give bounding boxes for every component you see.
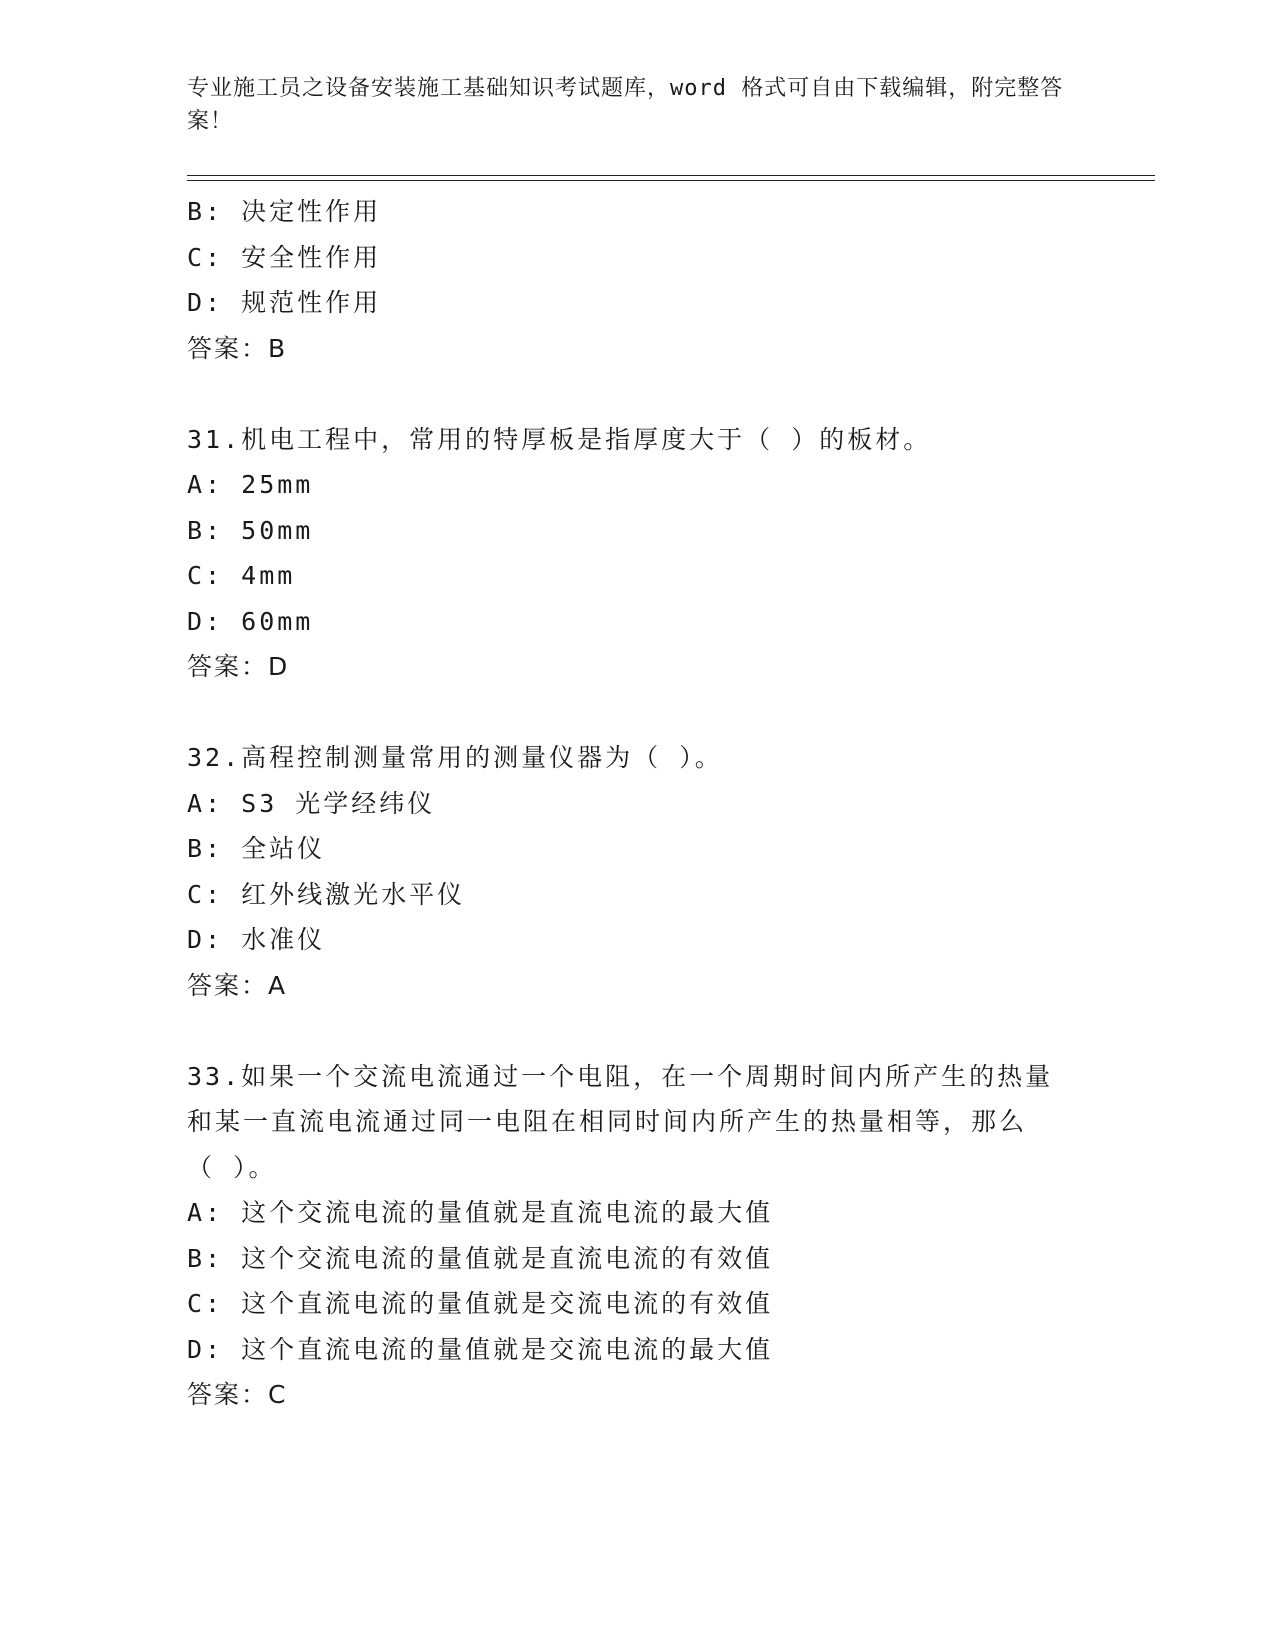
option-c: C: 这个直流电流的量值就是交流电流的有效值 <box>187 1289 774 1318</box>
option-d: D: 这个直流电流的量值就是交流电流的最大值 <box>187 1334 774 1364</box>
header-rule-bottom <box>187 180 1155 181</box>
answer-line: 答案：B <box>187 333 288 363</box>
option-d: D: 规范性作用 <box>187 288 382 317</box>
question-block-continued <box>187 189 1087 371</box>
option-b: B: 决定性作用 <box>187 197 382 226</box>
option-c: C: 4mm <box>187 561 296 590</box>
question-block-31 <box>187 417 1087 690</box>
question-stem: 32.高程控制测量常用的测量仪器为（ ）。 <box>187 743 723 772</box>
option-c: C: 安全性作用 <box>187 242 382 272</box>
option-b: B: 全站仪 <box>187 834 326 863</box>
question-block-32 <box>187 735 1087 1008</box>
question-list <box>187 189 1087 1418</box>
option-a: A: S3 光学经纬仪 <box>187 788 436 818</box>
option-d: D: 水准仪 <box>187 925 326 954</box>
option-a: A: 这个交流电流的量值就是直流电流的最大值 <box>187 1198 774 1227</box>
document-header: 专业施工员之设备安装施工基础知识考试题库，word 格式可自由下载编辑，附完整答案！ <box>187 76 1064 134</box>
option-a: A: 25mm <box>187 470 314 499</box>
answer-line: 答案：D <box>187 652 290 681</box>
option-b: B: 50mm <box>187 515 314 545</box>
question-stem-line-3: （ ）。 <box>187 1152 277 1182</box>
question-block-33 <box>187 1054 1087 1418</box>
option-b: B: 这个交流电流的量值就是直流电流的有效值 <box>187 1243 774 1273</box>
question-stem-line-1: 33.如果一个交流电流通过一个电阻，在一个周期时间内所产生的热量 <box>187 1061 1054 1091</box>
option-c: C: 红外线激光水平仪 <box>187 879 466 909</box>
option-d: D: 60mm <box>187 606 314 636</box>
question-stem: 31.机电工程中，常用的特厚板是指厚度大于（ ）的板材。 <box>187 424 932 454</box>
answer-line: 答案：C <box>187 1380 288 1409</box>
answer-line: 答案：A <box>187 970 288 1000</box>
question-stem-line-2: 和某一直流电流通过同一电阻在相同时间内所产生的热量相等，那么 <box>187 1107 1028 1136</box>
header-rule-top <box>187 175 1155 176</box>
